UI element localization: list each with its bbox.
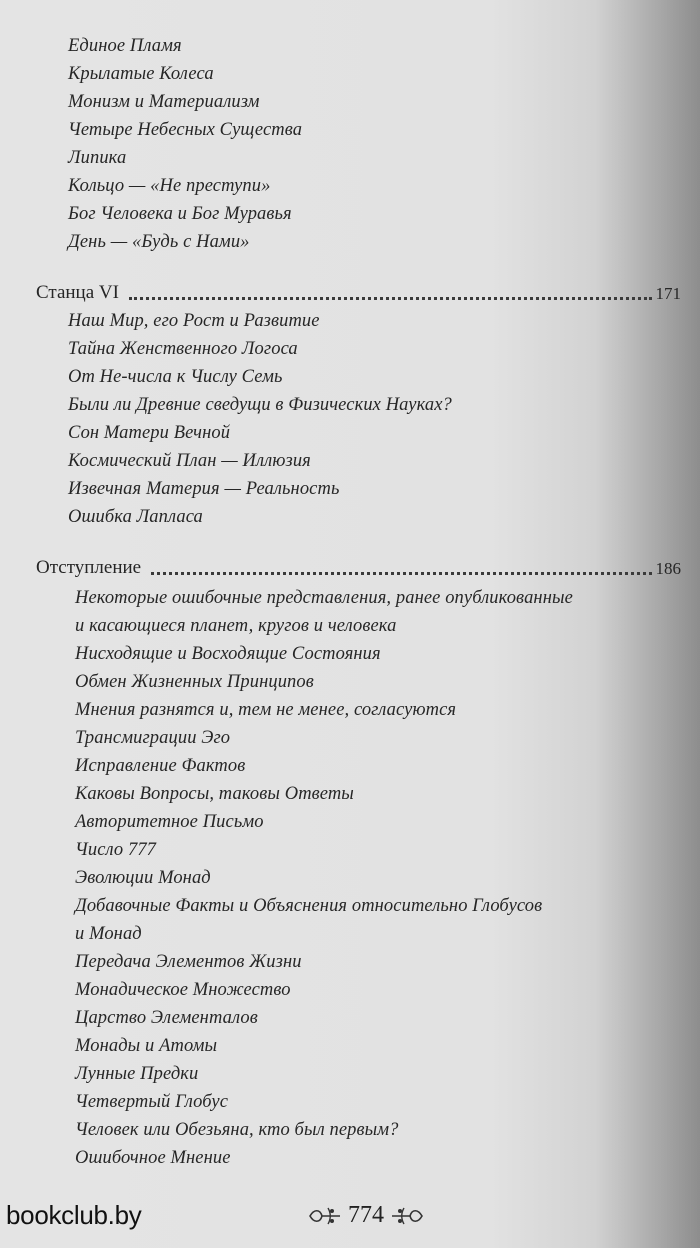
toc-item: Четыре Небесных Существа xyxy=(68,120,303,140)
toc-item: и Монад xyxy=(75,924,142,944)
toc-item: и касающиеся планет, кругов и человека xyxy=(75,616,397,636)
toc-item: Четвертый Глобус xyxy=(75,1092,229,1112)
toc-item: Лунные Предки xyxy=(75,1064,199,1084)
toc-item: Обмен Жизненных Принципов xyxy=(75,672,314,692)
toc-item: Липика xyxy=(68,148,127,168)
toc-heading-page: 171 xyxy=(655,284,681,303)
page-folio xyxy=(308,1202,424,1229)
dot-leader xyxy=(151,572,651,575)
toc-item: Крылатые Колеса xyxy=(68,64,214,84)
toc-item: Добавочные Факты и Объяснения относительно Глобусов xyxy=(75,896,543,916)
toc-item: Некоторые ошибочные представления, ранее опубликованные xyxy=(75,588,573,608)
toc-item: Мнения разнятся и, тем не менее, согласуются xyxy=(75,700,457,720)
toc-item: Единое Пламя xyxy=(68,36,182,56)
toc-item: Тайна Женственного Логоса xyxy=(68,339,298,359)
toc-item: Царство Элементалов xyxy=(75,1008,258,1028)
toc-item: Бог Человека и Бог Муравья xyxy=(68,204,292,224)
toc-heading-stanza-vi xyxy=(36,278,681,304)
toc-heading-page: 186 xyxy=(655,559,681,578)
toc-item: Каковы Вопросы, таковы Ответы xyxy=(75,784,354,804)
toc-item: Число 777 xyxy=(75,840,157,860)
toc-item: Передача Элементов Жизни xyxy=(75,952,302,972)
ornament-right-icon xyxy=(390,1205,424,1227)
toc-item: Ошибка Лапласа xyxy=(68,507,203,527)
toc-item: Нисходящие и Восходящие Состояния xyxy=(75,644,381,664)
page-number: 774 xyxy=(348,1202,384,1228)
toc-item: Трансмиграции Эго xyxy=(75,728,231,748)
ornament-left-icon xyxy=(308,1205,342,1227)
toc-heading-title: Отступление xyxy=(36,557,142,578)
toc-item: Были ли Древние сведущи в Физических Науках? xyxy=(68,395,452,415)
toc-item: Исправление Фактов xyxy=(75,756,246,776)
toc-heading-title: Станца VI xyxy=(36,282,119,303)
toc-item: Человек или Обезьяна, кто был первым? xyxy=(75,1120,399,1140)
toc-item: От Не-числа к Числу Семь xyxy=(68,367,283,387)
toc-item: Извечная Материя — Реальность xyxy=(68,479,340,499)
toc-item: День — «Будь с Нами» xyxy=(68,232,250,252)
toc-item: Космический План — Иллюзия xyxy=(68,451,311,471)
toc-item: Наш Мир, его Рост и Развитие xyxy=(68,311,320,331)
toc-item: Монадическое Множество xyxy=(75,980,291,1000)
toc-item: Сон Матери Вечной xyxy=(68,423,231,443)
watermark-logo: bookclub.by xyxy=(6,1200,142,1230)
toc-heading-digression xyxy=(36,553,681,579)
dot-leader xyxy=(129,297,652,300)
toc-item: Ошибочное Мнение xyxy=(75,1148,231,1168)
toc-item: Кольцо — «Не преступи» xyxy=(68,176,271,196)
toc-item: Монады и Атомы xyxy=(75,1036,218,1056)
toc-item: Эволюции Монад xyxy=(75,868,211,888)
toc-item: Монизм и Материализм xyxy=(68,92,260,112)
toc-item: Авторитетное Письмо xyxy=(75,812,264,832)
